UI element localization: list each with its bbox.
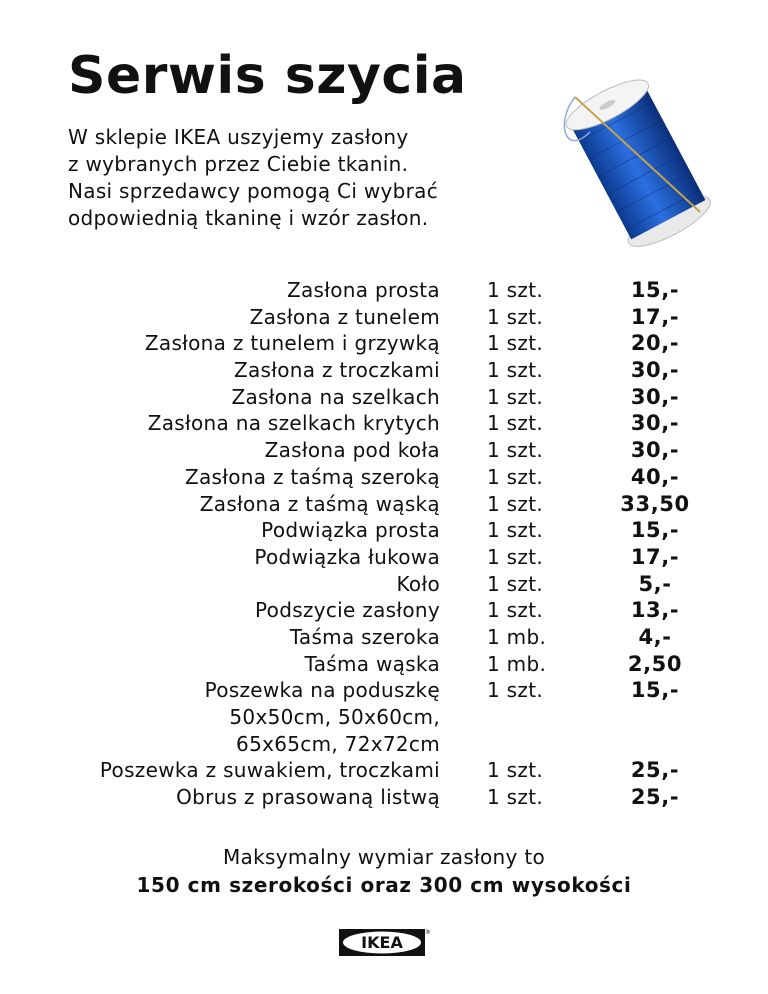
item-price: 30,- [630,411,680,436]
item-quantity: 1 szt. [487,598,543,623]
intro-text: W sklepie IKEA uszyjemy zasłony z wybranych przez Ciebie tkanin. Nasi sprzedawcy pomogą Ci wybrać odpowiednią tkaninę i wzór zasłon. [68,125,438,230]
item-name: Zasłona z taśmą szeroką [184,464,440,489]
item-quantity: 1 szt. [487,384,543,409]
price-row [0,784,768,811]
ikea-logo-text: IKEA [361,933,403,952]
item-price: 40,- [630,464,680,489]
item-quantity: 1 szt. [487,758,543,783]
price-row [0,410,768,437]
price-row [0,384,768,411]
price-row [0,277,768,304]
item-price: 25,- [630,785,680,810]
item-name: Poszewka na poduszkę [204,678,440,703]
item-price: 17,- [630,544,680,569]
item-price: 15,- [630,278,680,302]
price-list [0,277,768,811]
price-row [0,651,768,678]
item-price: 30,- [630,438,680,463]
item-price: 4,- [638,624,672,649]
item-quantity: 1 szt. [487,785,543,810]
item-price: 33,50 [620,491,690,516]
price-row [0,677,768,704]
item-name: Zasłona na szelkach [231,384,440,409]
price-row [0,330,768,357]
item-quantity: 1 szt. [487,438,543,463]
price-row [0,571,768,598]
size-note-line1: Maksymalny wymiar zasłony to [222,845,546,869]
item-price: 5,- [638,571,672,596]
item-name: Podszycie zasłony [255,598,440,623]
item-name: Koło [396,571,440,596]
thread-spool-image [555,62,715,252]
item-quantity: 1 szt. [487,571,543,596]
item-quantity: 1 szt. [487,491,543,516]
item-quantity: 1 szt. [487,278,543,302]
price-row [0,517,768,544]
registered-mark: ® [425,929,431,936]
item-quantity: 1 mb. [487,651,547,676]
item-quantity: 1 szt. [487,464,543,489]
item-name: Obrus z prasowaną listwą [176,785,440,810]
price-row [0,704,768,731]
size-note-line2: 150 cm szerokości oraz 300 cm wysokości [136,873,632,897]
item-quantity: 1 mb. [487,624,547,649]
item-quantity: 1 szt. [487,544,543,569]
price-row [0,304,768,331]
item-price: 20,- [630,331,680,356]
item-name: Zasłona z troczkami [233,358,440,383]
item-price: 25,- [630,758,680,783]
item-price: 30,- [630,384,680,409]
item-quantity: 1 szt. [487,304,543,329]
price-row [0,357,768,384]
size-note [0,843,768,899]
item-name: Zasłona z taśmą wąską [199,491,440,516]
item-name: Podwiązka łukowa [254,544,440,569]
price-row [0,464,768,491]
item-name: Zasłona prosta [286,278,440,302]
item-quantity: 1 szt. [487,411,543,436]
item-name: Taśma szeroka [289,624,440,649]
price-row [0,437,768,464]
item-price: 2,50 [627,651,683,676]
item-quantity: 1 szt. [487,518,543,543]
item-name: Zasłona z tunelem [249,304,440,329]
item-price: 15,- [630,678,680,703]
page-title: Serwis szycia [68,46,467,106]
item-price: 30,- [630,358,680,383]
ikea-logo [339,926,431,958]
price-row [0,597,768,624]
item-quantity: 1 szt. [487,678,543,703]
item-name: Poszewka z suwakiem, troczkami [99,758,440,783]
item-price: 13,- [630,598,680,623]
item-quantity: 1 szt. [487,331,543,356]
item-name: Zasłona z tunelem i grzywką [144,331,440,356]
price-row [0,731,768,758]
item-name: Taśma wąska [304,651,440,676]
item-price: 15,- [630,518,680,543]
item-name: Podwiązka prosta [261,518,440,543]
item-name: 65x65cm, 72x72cm [236,731,440,756]
item-name: Zasłona pod koła [264,438,440,463]
price-row [0,491,768,518]
item-quantity: 1 szt. [487,358,543,383]
item-name: Zasłona na szelkach krytych [147,411,440,436]
price-row [0,544,768,571]
price-row [0,757,768,784]
item-name: 50x50cm, 50x60cm, [229,705,440,729]
item-price: 17,- [630,304,680,329]
price-row [0,624,768,651]
